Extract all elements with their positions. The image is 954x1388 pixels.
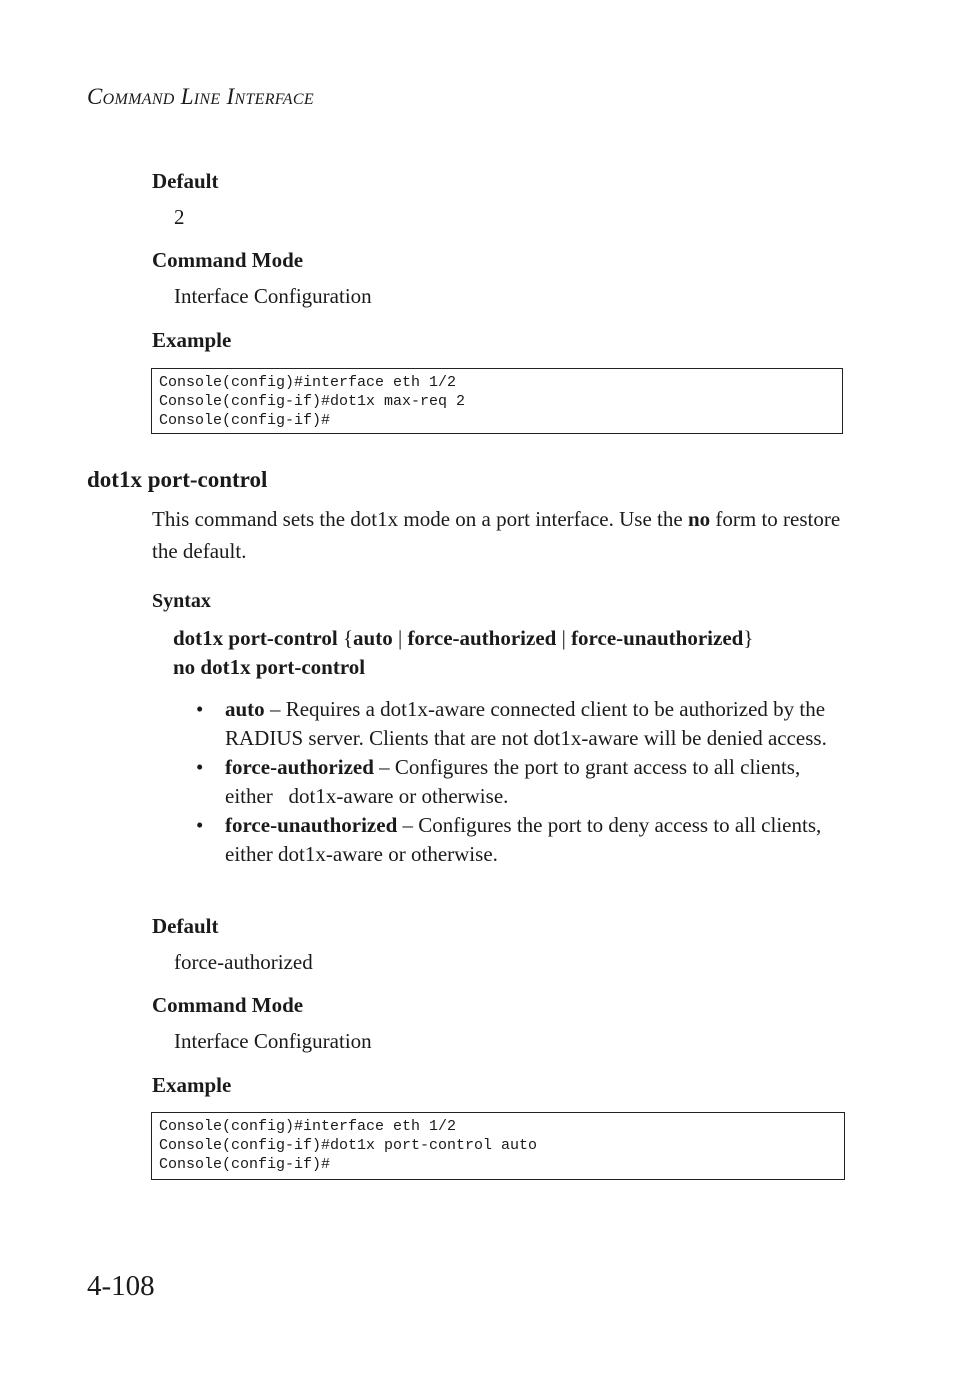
syntax-option: force-unauthorized: [571, 626, 744, 650]
list-item: [196, 811, 846, 869]
option-description: – Configures the port to deny access to all clients, either dot1x-aware or otherwise.: [225, 813, 822, 866]
description-text: form to restore the default.: [152, 507, 841, 563]
description-keyword: no: [687, 507, 711, 531]
bullet-icon: •: [196, 755, 204, 779]
syntax-separator: |: [392, 626, 408, 650]
code-line: Console(config-if)#: [159, 1156, 331, 1173]
bullet-icon: •: [196, 697, 204, 721]
page-number: 4-108: [87, 1270, 155, 1302]
option-term: force-authorized: [225, 755, 374, 779]
code-line: Console(config)#interface eth 1/2: [159, 1118, 457, 1135]
syntax-heading: Syntax: [152, 590, 211, 612]
command-mode-heading: Command Mode: [152, 993, 304, 1017]
option-description: – Configures the port to grant access to all clients, either dot1x-aware or otherwise.: [225, 755, 806, 808]
syntax-option: force-authorized: [407, 626, 557, 650]
command-mode-heading: Command Mode: [152, 248, 304, 272]
code-example-box: [151, 1112, 845, 1180]
section-description: [152, 503, 852, 567]
syntax-brace: {: [342, 626, 354, 650]
option-term: auto: [225, 697, 265, 721]
code-line: Console(config-if)#: [159, 412, 331, 429]
command-mode-value: Interface Configuration: [174, 284, 372, 308]
code-line: Console(config)#interface eth 1/2: [159, 374, 457, 391]
command-mode-value: Interface Configuration: [174, 1029, 372, 1053]
syntax-line-2: no dot1x port-control: [173, 655, 366, 679]
code-line: Console(config-if)#dot1x max-req 2: [159, 393, 466, 410]
default-value: force-authorized: [174, 950, 313, 974]
default-heading: Default: [152, 169, 219, 193]
bullet-icon: •: [196, 813, 204, 837]
example-heading: Example: [152, 1073, 232, 1097]
description-text: This command sets the dot1x mode on a port interface. Use the: [152, 507, 688, 531]
default-value: 2: [174, 205, 185, 229]
option-list: [196, 695, 846, 869]
option-term: force-unauthorized: [225, 813, 398, 837]
syntax-command: dot1x port-control: [173, 626, 343, 650]
code-example-box: [151, 368, 843, 434]
section-title: dot1x port-control: [87, 467, 268, 492]
list-item: [196, 695, 846, 753]
running-header: Command Line Interface: [87, 84, 314, 109]
syntax-option: auto: [353, 626, 393, 650]
list-item: [196, 753, 846, 811]
syntax-brace: }: [743, 626, 754, 650]
example-heading: Example: [152, 328, 232, 352]
code-line: Console(config-if)#dot1x port-control auto: [159, 1137, 538, 1154]
syntax-separator: |: [556, 626, 572, 650]
syntax-line-1: [173, 626, 753, 651]
option-description: – Requires a dot1x-aware connected client to be authorized by the RADIUS server. Clients that are not dot1x-aware will be denied access.: [225, 697, 827, 750]
default-heading: Default: [152, 914, 219, 938]
